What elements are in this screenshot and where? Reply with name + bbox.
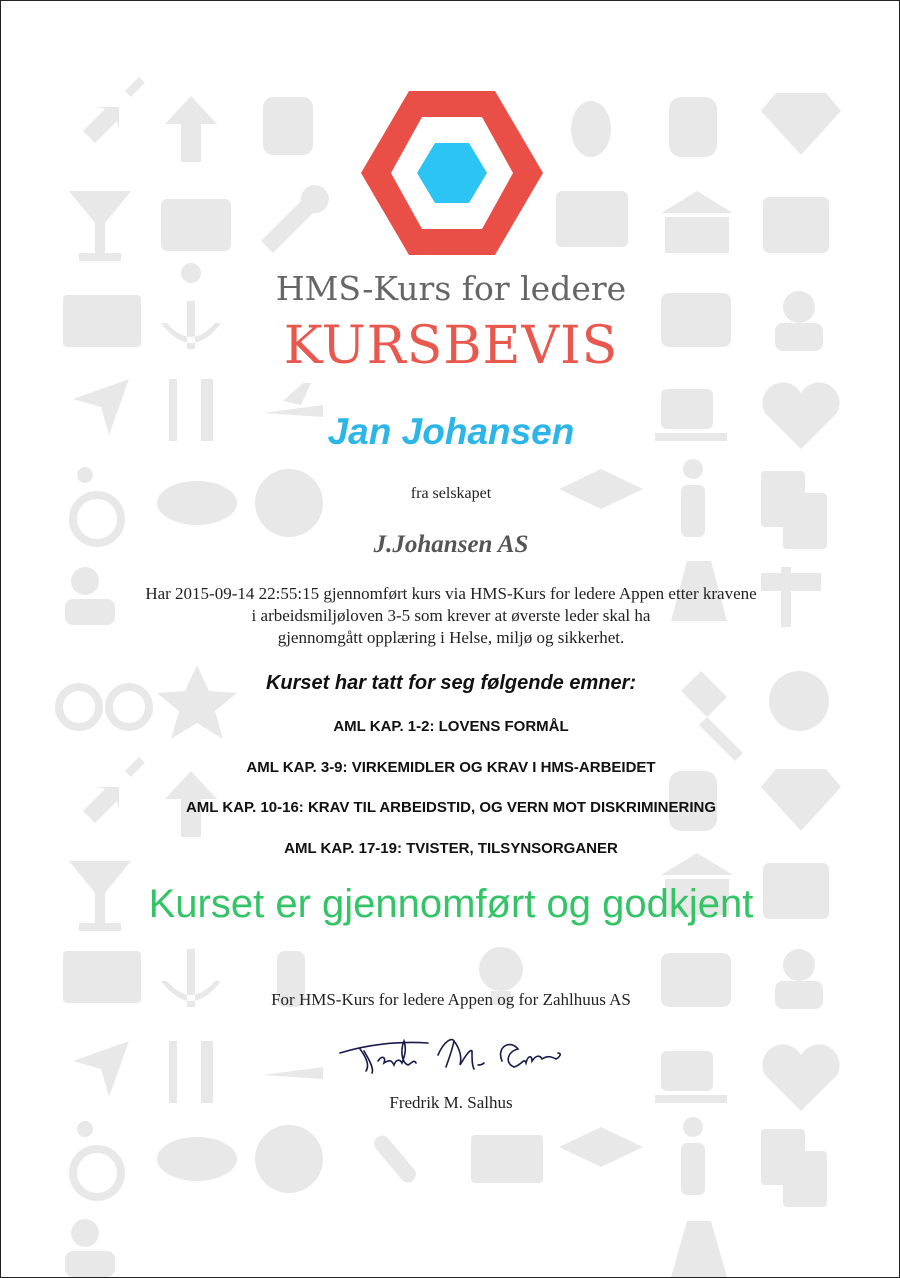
completion-line: i arbeidsmiljøloven 3-5 som krever at øverste leder skal ha xyxy=(251,606,651,625)
signer-name: Fredrik M. Salhus xyxy=(389,1093,513,1112)
completion-line: gjennomgått opplæring i Helse, miljø og sikkerhet. xyxy=(277,628,625,647)
topic-item: AML KAP. 3-9: VIRKEMIDLER OG KRAV I HMS-ARBEIDET xyxy=(246,758,656,776)
approval-statement: Kurset er gjennomført og godkjent xyxy=(148,882,754,926)
certificate-title: KURSBEVIS xyxy=(283,316,619,376)
from-company-label: fra selskapet xyxy=(410,485,492,502)
recipient-name: Jan Johansen xyxy=(327,411,575,452)
topics-heading: Kurset har tatt for seg følgende emner: xyxy=(265,672,637,694)
course-name: HMS-Kurs for ledere xyxy=(275,269,627,308)
topic-item: AML KAP. 17-19: TVISTER, TILSYNSORGANER xyxy=(284,839,618,857)
hexagon-logo-icon xyxy=(361,91,543,255)
certificate-content xyxy=(1,1,900,1278)
topic-item: AML KAP. 1-2: LOVENS FORMÅL xyxy=(333,718,569,735)
signoff-text: For HMS-Kurs for ledere Appen og for Zahlhuus AS xyxy=(271,990,631,1009)
company-name: J.Johansen AS xyxy=(373,531,529,558)
topics-list xyxy=(1,717,900,879)
handwritten-signature xyxy=(336,1031,571,1076)
completion-statement xyxy=(101,583,801,649)
completion-line: Har 2015-09-14 22:55:15 gjennomført kurs via HMS-Kurs for ledere Appen etter kravene xyxy=(145,584,757,603)
topic-item: AML KAP. 10-16: KRAV TIL ARBEIDSTID, OG VERN MOT DISKRIMINERING xyxy=(185,799,717,816)
